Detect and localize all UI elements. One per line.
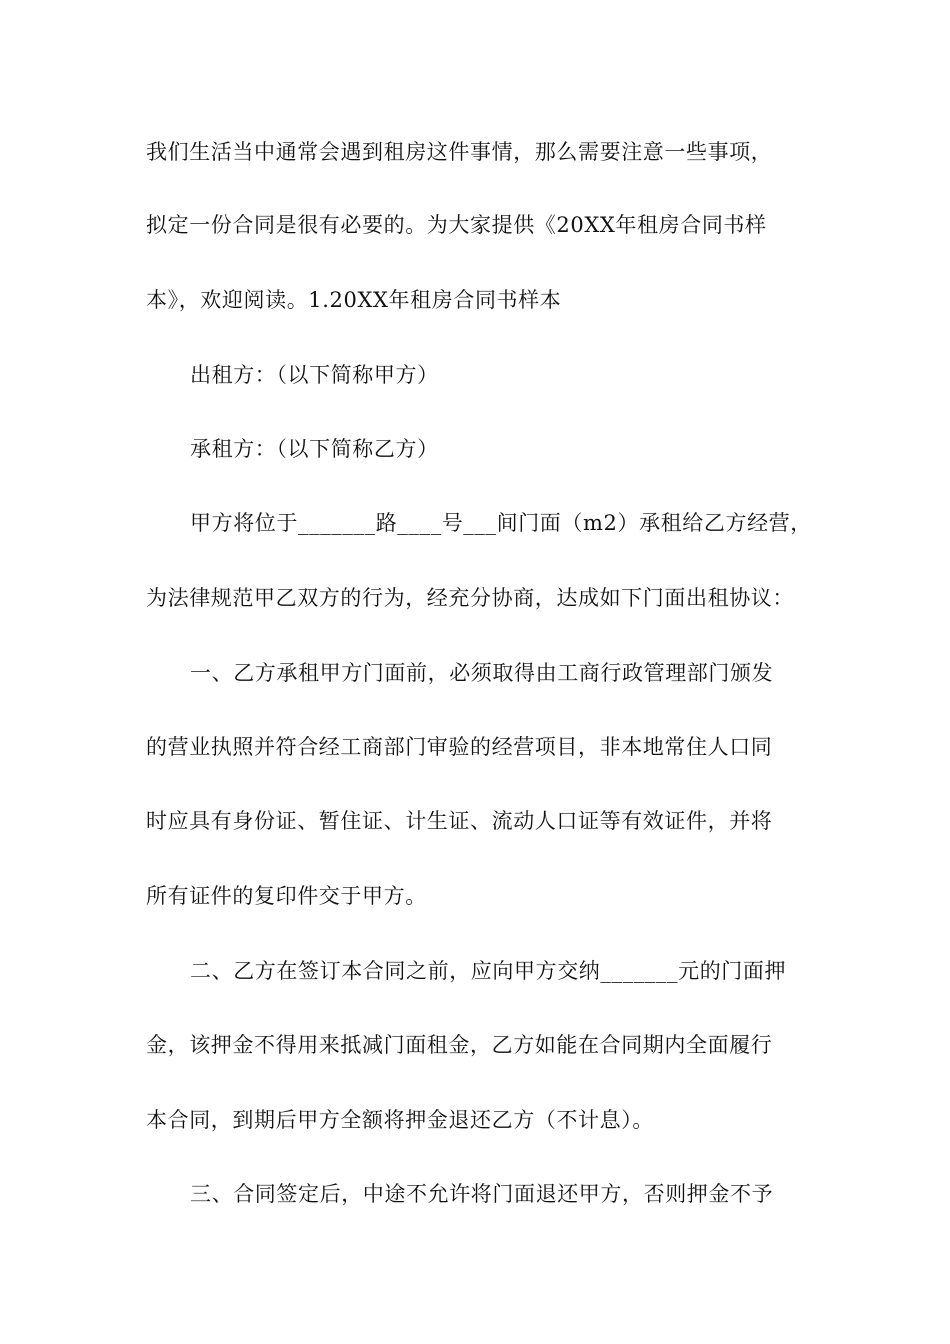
- text-line-indented: 一、乙方承租甲方门面前，必须取得由工商行政管理部门颁发: [190, 661, 774, 685]
- text-line-indented: 承租方：（以下简称乙方）: [190, 437, 439, 461]
- text-line: 我们生活当中通常会遇到租房这件事情，那么需要注意一些事项，: [146, 140, 773, 164]
- text-line: 的营业执照并符合经工商部门审验的经营项目，非本地常住人口同: [146, 735, 773, 759]
- text-line: 为法律规范甲乙双方的行为，经充分协商，达成如下门面出租协议：: [146, 586, 794, 610]
- text-line: 本合同，到期后甲方全额将押金退还乙方（不计息）。: [146, 1108, 654, 1132]
- text-line-indented: 二、乙方在签订本合同之前，应向甲方交纳_______元的门面押: [190, 959, 787, 983]
- text-line-indented: 三、合同签定后，中途不允许将门面退还甲方，否则押金不予: [190, 1182, 774, 1206]
- text-line: 时应具有身份证、暂住证、计生证、流动人口证等有效证件，并将: [146, 809, 773, 833]
- text-line: 所有证件的复印件交于甲方。: [146, 884, 427, 908]
- text-line-indented: 出租方：（以下简称甲方）: [190, 363, 439, 387]
- text-line-indented: 甲方将位于_______路____号___间门面（m2）承租给乙方经营，: [190, 511, 812, 535]
- text-line: 金，该押金不得用来抵减门面租金，乙方如能在合同期内全面履行: [146, 1033, 773, 1057]
- text-line: 拟定一份合同是很有必要的。为大家提供《20XX年租房合同书样: [146, 213, 767, 237]
- text-line: 本》，欢迎阅读。1.20XX年租房合同书样本: [146, 288, 562, 312]
